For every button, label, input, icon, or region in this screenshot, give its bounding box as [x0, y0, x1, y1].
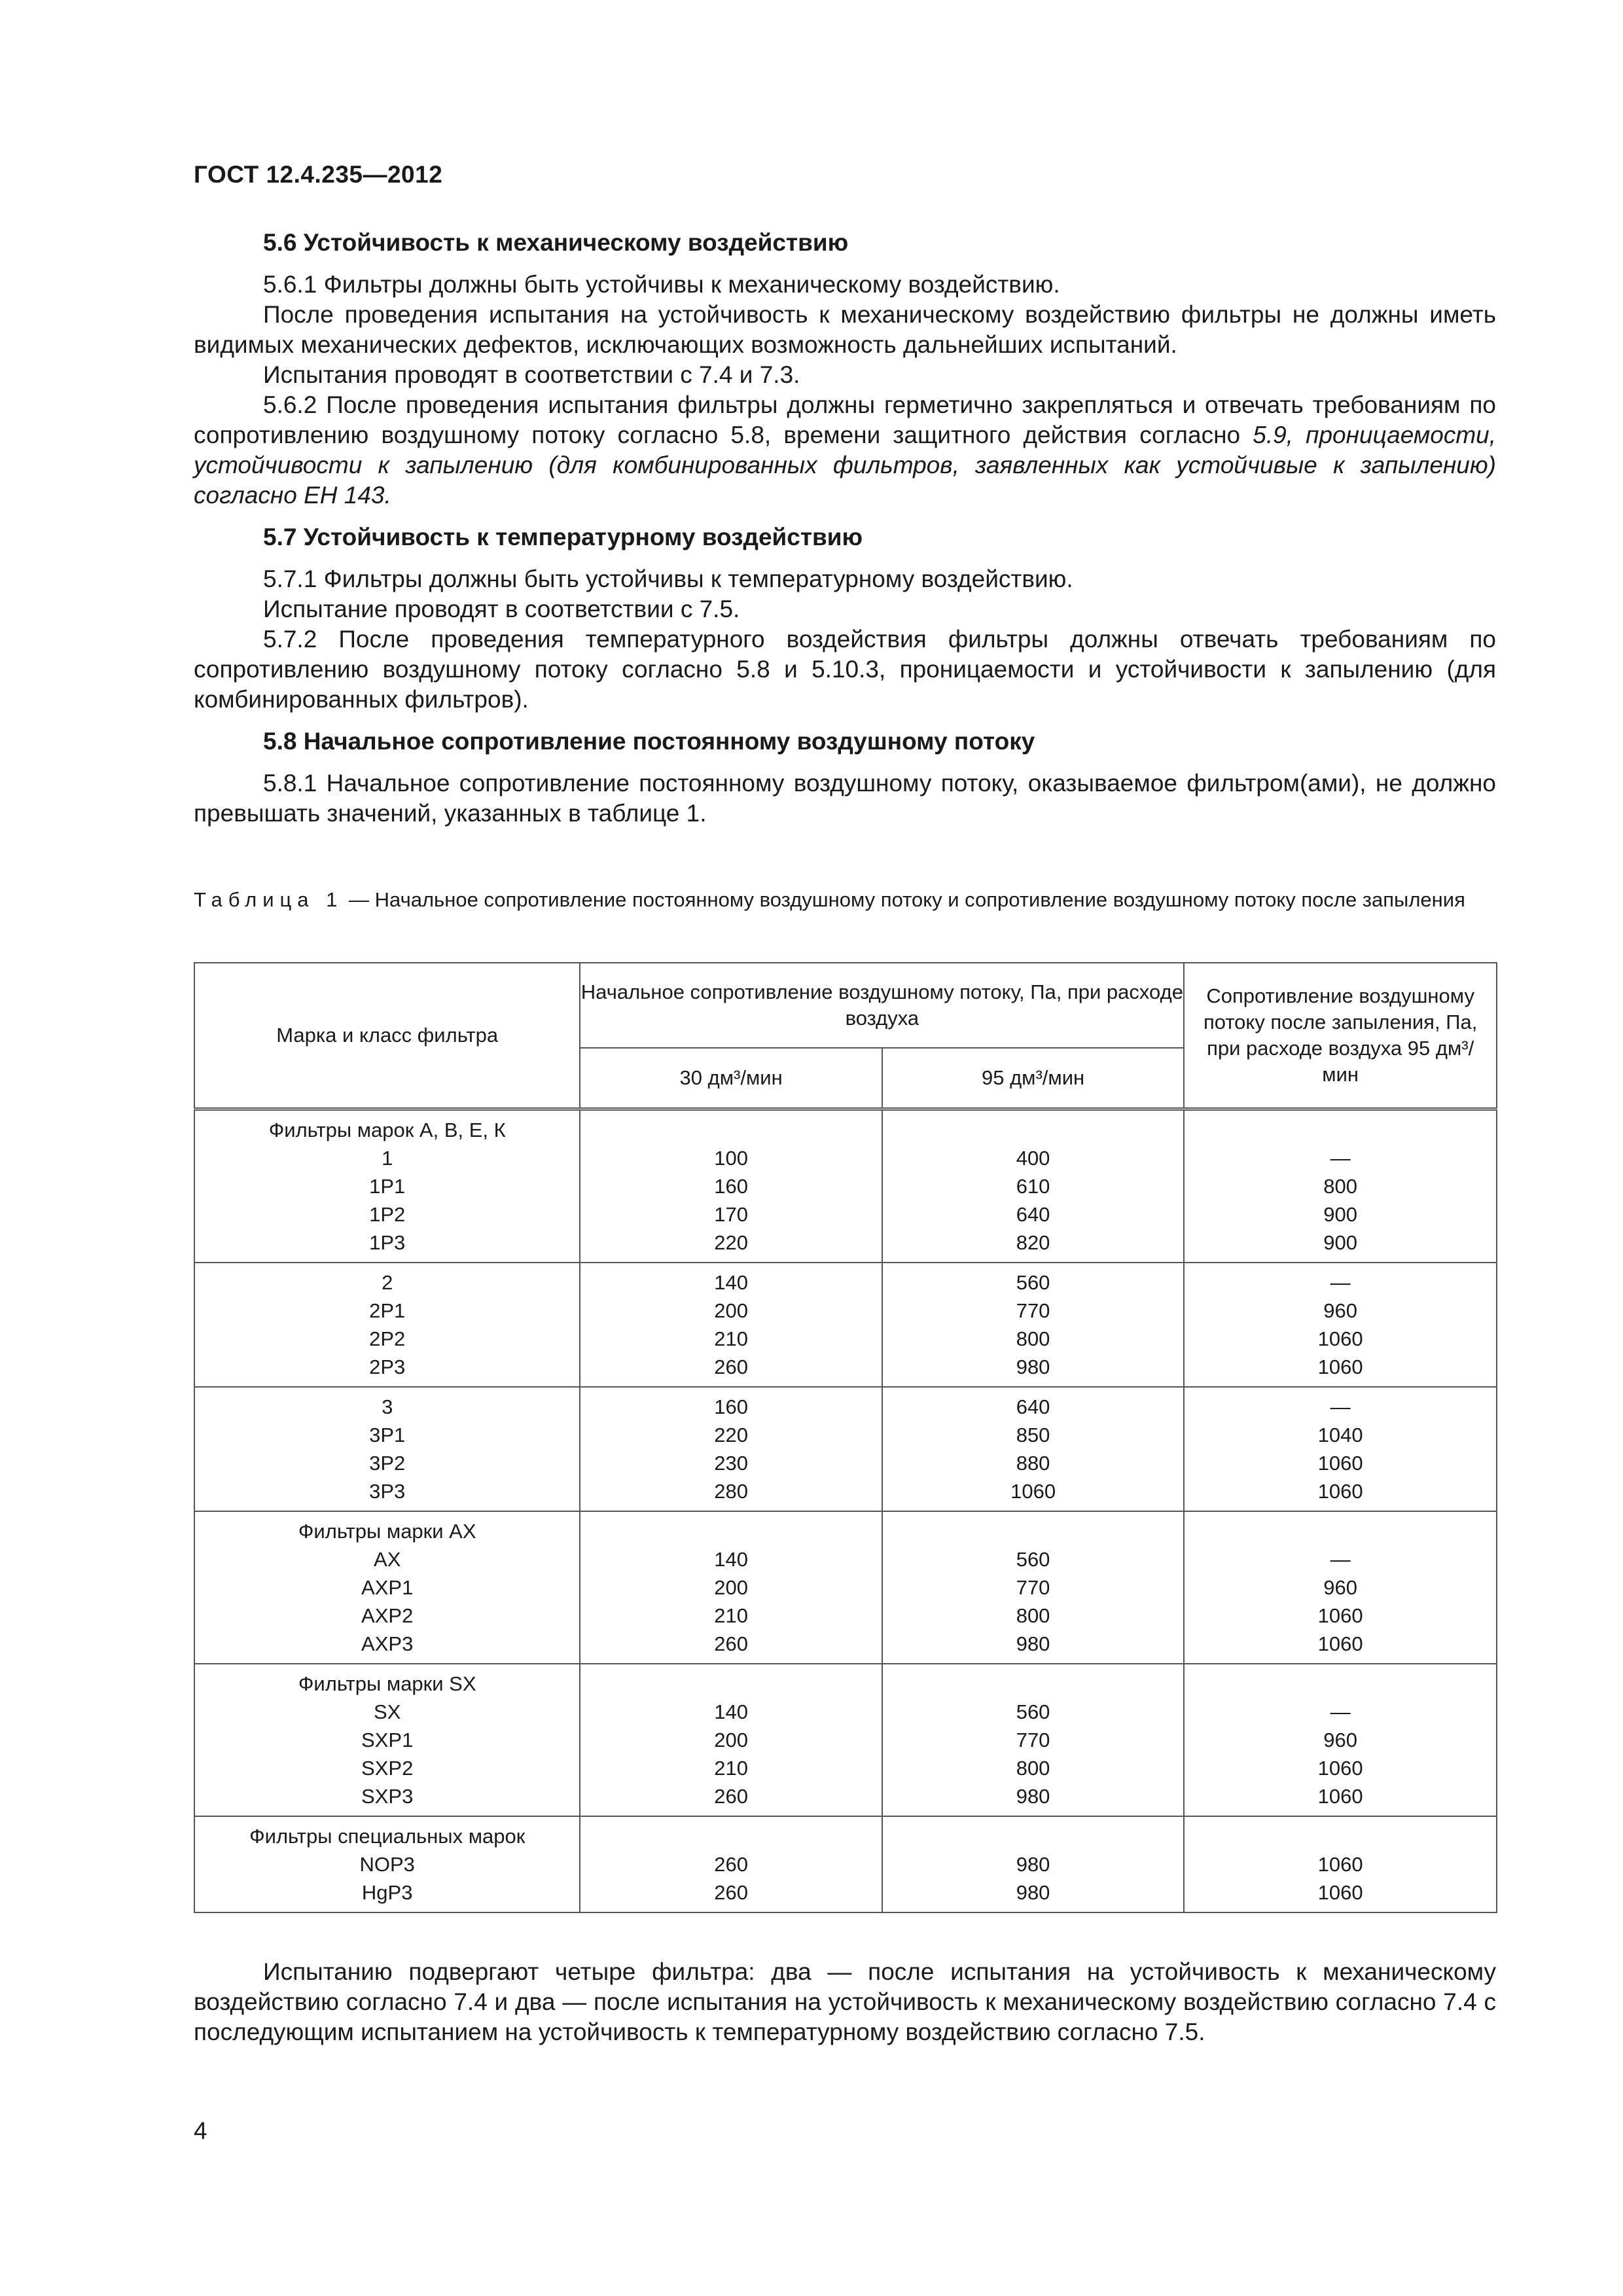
resistance-value: 980	[1016, 1853, 1050, 1876]
table-cell	[1184, 1263, 1497, 1387]
para-5-7-1: 5.7.1 Фильтры должны быть устойчивы к температурному воздействию.	[263, 565, 1073, 592]
table-row-group	[194, 1263, 1497, 1387]
resistance-value: 1060	[1317, 1355, 1363, 1378]
resistance-value: 1060	[1317, 1632, 1363, 1655]
para-5-6-1: 5.6.1 Фильтры должны быть устойчивы к механическому воздействию.	[263, 271, 1060, 298]
resistance-value: 770	[1016, 1729, 1050, 1751]
filter-class-value: 2	[382, 1271, 393, 1294]
group-title: Фильтры марок А, В, Е, К	[268, 1119, 506, 1141]
resistance-value: 1040	[1317, 1424, 1363, 1446]
resistance-value: 210	[714, 1604, 748, 1627]
table-cell	[194, 1109, 580, 1263]
resistance-value: 220	[714, 1231, 748, 1254]
spacer	[1185, 1670, 1496, 1698]
resistance-value: 260	[714, 1355, 748, 1378]
resistance-value: 170	[714, 1203, 748, 1226]
table-row-group	[194, 1387, 1497, 1511]
table-body	[194, 1109, 1497, 1913]
header-initial-resistance: Начальное сопротивление воздушному потоку, Па, при расходе воздуха	[580, 963, 1184, 1048]
table-cell	[1184, 1511, 1497, 1664]
resistance-value: 1060	[1317, 1327, 1363, 1350]
filter-class-value: 3Р1	[369, 1424, 406, 1446]
resistance-value: —	[1330, 1700, 1351, 1723]
table-cell	[882, 1816, 1184, 1912]
filter-class-value: SXP3	[361, 1785, 414, 1808]
table-cell	[882, 1263, 1184, 1387]
section-5-6-title: 5.6 Устойчивость к механическому воздействию	[263, 229, 849, 256]
resistance-value: 200	[714, 1729, 748, 1751]
header-flow-95: 95 дм³/мин	[882, 1048, 1184, 1109]
para-5-6-2-italic: 5.9, проницаемости, устойчивости к запылению (для комбинированных фильтров, заявленных как устойчивые к запылению) согласно ЕН 143.	[194, 422, 1497, 509]
filter-class-value: АХР3	[361, 1632, 414, 1655]
resistance-value: 200	[714, 1576, 748, 1599]
resistance-value: 800	[1323, 1175, 1358, 1198]
resistance-value: —	[1330, 1395, 1351, 1418]
filter-class-value: 2Р3	[369, 1355, 406, 1378]
resistance-value: 260	[714, 1632, 748, 1655]
spacer	[1185, 1822, 1496, 1850]
resistance-value: —	[1330, 1548, 1351, 1571]
resistance-value: 140	[714, 1700, 748, 1723]
group-title: Фильтры марки АХ	[298, 1520, 476, 1543]
resistance-value: 980	[1016, 1785, 1050, 1808]
resistance-value: 800	[1016, 1757, 1050, 1780]
spacer	[580, 1822, 881, 1850]
spacer	[580, 1116, 881, 1144]
group-title: Фильтры специальных марок	[249, 1825, 526, 1848]
resistance-value: 900	[1323, 1203, 1358, 1226]
resistance-value: 640	[1016, 1203, 1050, 1226]
resistance-value: 960	[1323, 1576, 1358, 1599]
resistance-value: 210	[714, 1757, 748, 1780]
filter-class-value: 3Р3	[369, 1480, 406, 1503]
para-5-6-2-plain: 5.6.2 После проведения испытания фильтры должны герметично закрепляться и отвечать требованиям по сопротивлению воздушному потоку согласно 5.8, времени защитного действия согласно	[194, 391, 1496, 448]
resistance-value: 1060	[1317, 1604, 1363, 1627]
table-cell	[882, 1511, 1184, 1664]
resistance-value: 400	[1016, 1147, 1050, 1170]
resistance-value: 1060	[1317, 1853, 1363, 1876]
para-5-7-2: 5.7.2 После проведения температурного воздействия фильтры должны отвечать требованиям по сопротивлению воздушному потоку согласно 5.8 и 5.10.3, проницаемости и устойчивости к запылению (для комбинированных фильтров).	[194, 626, 1496, 713]
spacer	[1185, 1517, 1496, 1545]
resistance-value: 560	[1016, 1271, 1050, 1294]
resistance-value: 880	[1016, 1452, 1050, 1475]
filter-class-value: АХР2	[361, 1604, 414, 1627]
resistance-value: 260	[714, 1881, 748, 1904]
para-5-6-1-b: После проведения испытания на устойчивость к механическому воздействию фильтры не должны иметь видимых механических дефектов, исключающих возможность дальнейших испытаний.	[194, 301, 1496, 358]
spacer	[580, 1517, 881, 1545]
para-5-6-1-c: Испытания проводят в соответствии с 7.4 и 7.3.	[263, 361, 800, 388]
resistance-value: 100	[714, 1147, 748, 1170]
table-cell	[882, 1109, 1184, 1263]
table-cell	[882, 1664, 1184, 1816]
resistance-value: 1060	[1317, 1480, 1363, 1503]
table-cell	[194, 1387, 580, 1511]
resistance-value: 610	[1016, 1175, 1050, 1198]
header-flow-30: 30 дм³/мин	[580, 1048, 882, 1109]
table-row-group	[194, 1816, 1497, 1912]
resistance-value: 640	[1016, 1395, 1050, 1418]
resistance-value: 770	[1016, 1299, 1050, 1322]
filter-class-value: SX	[374, 1700, 401, 1723]
filter-class-value: SXP1	[361, 1729, 414, 1751]
resistance-value: 960	[1323, 1299, 1358, 1322]
resistance-value: 260	[714, 1853, 748, 1876]
resistance-value: 140	[714, 1548, 748, 1571]
resistance-value: 800	[1016, 1327, 1050, 1350]
resistance-value: 1060	[1317, 1452, 1363, 1475]
table-cell	[1184, 1816, 1497, 1912]
resistance-value: 770	[1016, 1576, 1050, 1599]
table-cell	[580, 1664, 882, 1816]
resistance-value: —	[1330, 1271, 1351, 1294]
filter-class-value: 3Р2	[369, 1452, 406, 1475]
table-cell	[580, 1109, 882, 1263]
resistance-value: 140	[714, 1271, 748, 1294]
resistance-value: 1060	[1317, 1757, 1363, 1780]
group-title: Фильтры марки SX	[298, 1672, 476, 1695]
filter-class-value: 3	[382, 1395, 393, 1418]
filter-class-value: SXP2	[361, 1757, 414, 1780]
resistance-table	[194, 962, 1497, 1913]
filter-class-value: 2Р1	[369, 1299, 406, 1322]
spacer	[580, 1670, 881, 1698]
para-5-8-1: 5.8.1 Начальное сопротивление постоянному воздушному потоку, оказываемое фильтром(ами), не должно превышать значений, указанных в таблице 1.	[194, 770, 1496, 827]
resistance-value: 1060	[1317, 1881, 1363, 1904]
closing-paragraph: Испытанию подвергают четыре фильтра: два — после испытания на устойчивость к механическому воздействию согласно 7.4 и два — после испытания на устойчивость к механическому воздействию согласно 7.4 с последующим испытанием на устойчивость к температурному воздействию согласно 7.5.	[194, 1958, 1496, 2045]
spacer	[1185, 1116, 1496, 1144]
resistance-value: 960	[1323, 1729, 1358, 1751]
resistance-value: 980	[1016, 1355, 1050, 1378]
table-cell	[580, 1263, 882, 1387]
para-5-6-2	[194, 390, 1496, 511]
header-resistance-after-dust: Сопротивление воздушному потоку после запыления, Па, при расходе воздуха 95 дм³/мин	[1184, 963, 1497, 1109]
section-5-7-title: 5.7 Устойчивость к температурному воздействию	[263, 524, 863, 550]
filter-class-value: 1Р3	[369, 1231, 406, 1254]
filter-class-value: NOP3	[359, 1853, 415, 1876]
filter-class-value: 1Р1	[369, 1175, 406, 1198]
resistance-value: —	[1330, 1147, 1351, 1170]
spacer	[883, 1517, 1183, 1545]
resistance-value: 980	[1016, 1632, 1050, 1655]
closing-text	[194, 1957, 1496, 2047]
resistance-value: 1060	[1010, 1480, 1056, 1503]
table-cell	[194, 1664, 580, 1816]
document-id: ГОСТ 12.4.235—2012	[194, 161, 443, 188]
table-caption	[194, 887, 1496, 913]
table-cell	[580, 1387, 882, 1511]
table-row-group	[194, 1511, 1497, 1664]
table-cell	[580, 1511, 882, 1664]
table-cell	[1184, 1387, 1497, 1511]
spacer	[883, 1822, 1183, 1850]
resistance-value: 200	[714, 1299, 748, 1322]
resistance-value: 560	[1016, 1548, 1050, 1571]
table-row-group	[194, 1109, 1497, 1263]
spacer	[883, 1116, 1183, 1144]
resistance-value: 1060	[1317, 1785, 1363, 1808]
table-row-group	[194, 1664, 1497, 1816]
page-number: 4	[194, 2117, 207, 2144]
table-cell	[580, 1816, 882, 1912]
resistance-value: 980	[1016, 1881, 1050, 1904]
table-caption-label: Таблица 1	[194, 888, 344, 911]
resistance-value: 260	[714, 1785, 748, 1808]
table-cell	[1184, 1664, 1497, 1816]
resistance-value: 900	[1323, 1231, 1358, 1254]
filter-class-value: HgP3	[361, 1881, 413, 1904]
table-cell	[882, 1387, 1184, 1511]
table-cell	[1184, 1109, 1497, 1263]
spacer	[883, 1670, 1183, 1698]
filter-class-value: 1Р2	[369, 1203, 406, 1226]
filter-class-value: 1	[382, 1147, 393, 1170]
resistance-value: 560	[1016, 1700, 1050, 1723]
resistance-value: 800	[1016, 1604, 1050, 1627]
section-5-8-title: 5.8 Начальное сопротивление постоянному воздушному потоку	[263, 728, 1035, 755]
header-filter-class: Марка и класс фильтра	[194, 963, 580, 1109]
resistance-value: 230	[714, 1452, 748, 1475]
table-cell	[194, 1816, 580, 1912]
filter-class-value: 2Р2	[369, 1327, 406, 1350]
table-cell	[194, 1263, 580, 1387]
resistance-value: 820	[1016, 1231, 1050, 1254]
para-5-7-1-b: Испытание проводят в соответствии с 7.5.	[263, 596, 740, 622]
resistance-value: 160	[714, 1175, 748, 1198]
resistance-value: 280	[714, 1480, 748, 1503]
resistance-value: 220	[714, 1424, 748, 1446]
filter-class-value: АХ	[374, 1548, 401, 1571]
table-caption-text: — Начальное сопротивление постоянному воздушному потоку и сопротивление воздушному потоку после запыления	[343, 888, 1465, 911]
table-cell	[194, 1511, 580, 1664]
resistance-value: 210	[714, 1327, 748, 1350]
main-text	[194, 228, 1496, 829]
filter-class-value: АХР1	[361, 1576, 414, 1599]
resistance-value: 850	[1016, 1424, 1050, 1446]
resistance-value: 160	[714, 1395, 748, 1418]
